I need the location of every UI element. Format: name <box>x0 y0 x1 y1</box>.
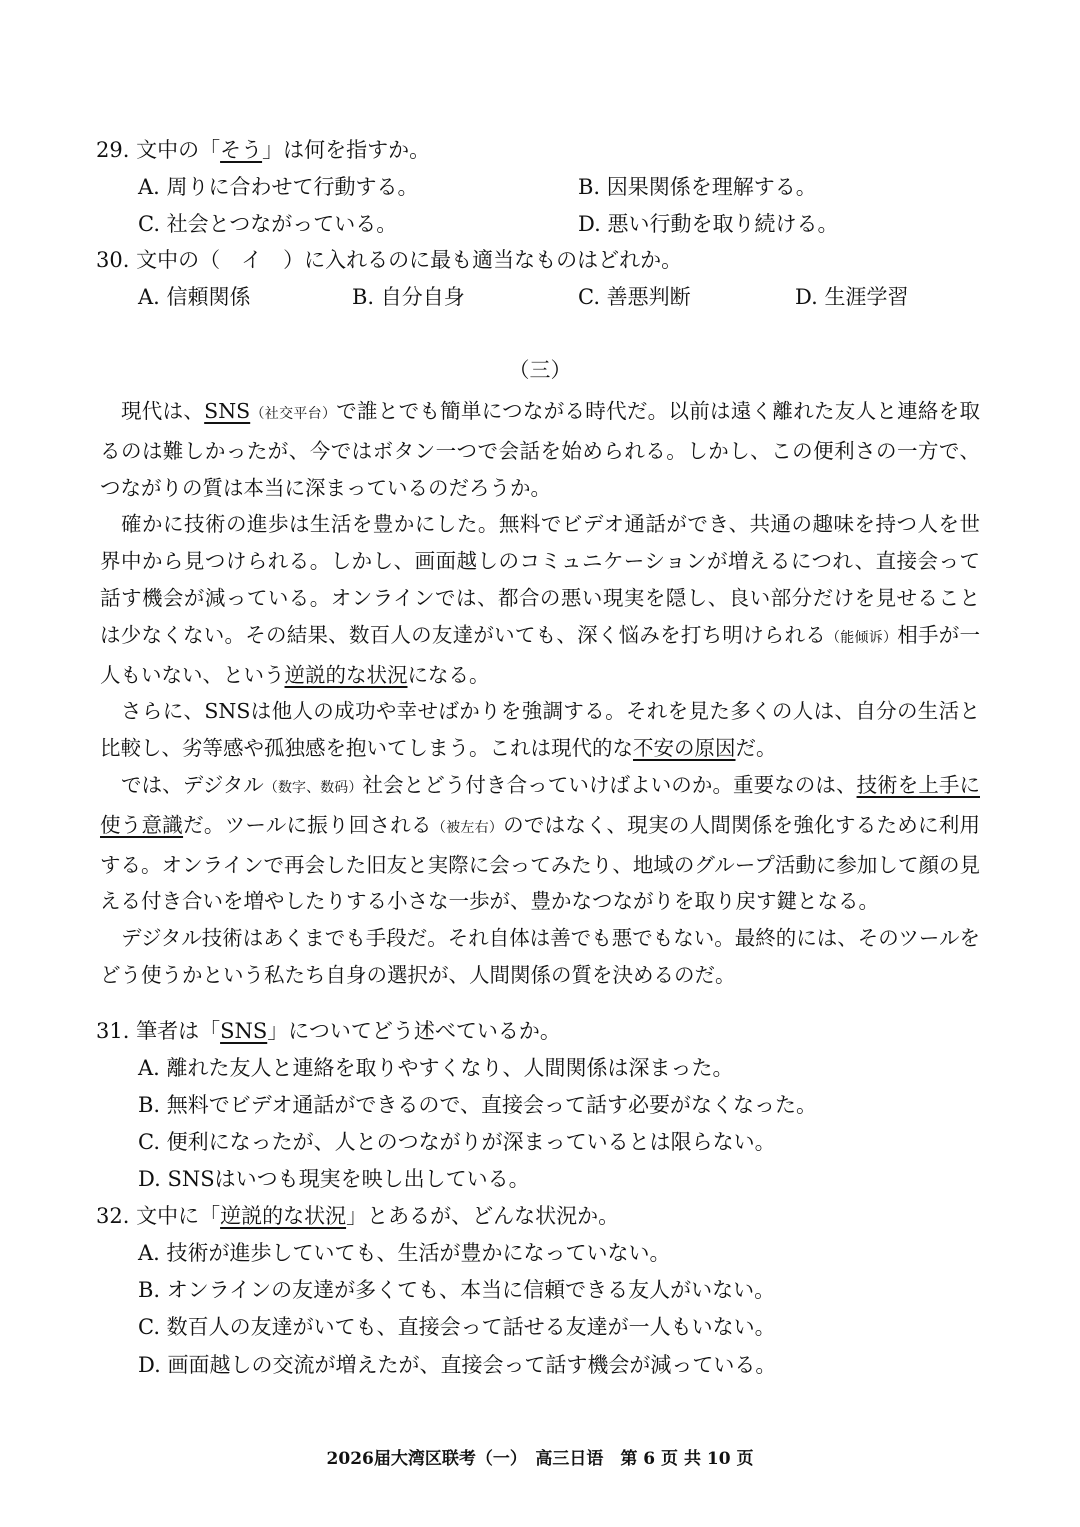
q31-suffix: 」についてどう述べているか。 <box>267 1019 561 1043</box>
p3-text-a: さらに、SNSは他人の成功や幸せばかりを強調する。それを見た多くの人は、自分の生活と比較し、劣等感や孤独感を抱いてしまう。これは現代的な <box>100 699 980 761</box>
p4-text-b: 社会とどう付き合っていけばよいのか。重要なのは、 <box>362 772 857 797</box>
q29-option-c[interactable]: C. 社会とつながっている。 <box>138 212 398 236</box>
p1-gloss: （社交平台） <box>250 406 337 422</box>
q29-option-b[interactable]: B. 因果関係を理解する。 <box>578 175 817 199</box>
q32-option-d[interactable]: D. 画面越しの交流が増えたが、直接会って話す機会が減っている。 <box>138 1353 777 1377</box>
passage-paragraph-3 <box>100 693 980 767</box>
p2-gloss: （能倾诉） <box>826 629 898 646</box>
p3-underlined-anxiety: 不安の原因 <box>633 736 736 761</box>
q32-option-a[interactable]: A. 技術が進歩していても、生活が豊かになっていない。 <box>138 1241 671 1265</box>
p4-text-d: のではなく、現実の人間関係を強化するために利用する。オンラインで再会した旧友と実際に会ってみたり、地域のグループ活動に参加して顔の見える付き合いを増やしたりする小さな一歩が、豊かなつながりを取り戻す鍵となる。 <box>100 812 981 914</box>
p2-text-b: 相手が一人もいない、という <box>100 622 981 687</box>
p3-text-b: だ。 <box>735 736 777 761</box>
p4-gloss-2: （被左右） <box>431 819 504 836</box>
p1-text-a: 現代は、 <box>121 399 205 423</box>
q31-term: SNS <box>220 1019 268 1043</box>
passage-paragraph-2 <box>100 506 980 693</box>
p1-text-b: で誰とでも簡単につながる時代だ。以前は遠く離れた友人と連絡を取るのは難しかったが、今ではボタン一つで会話を始められる。しかし、この便利さの一方で、つながりの質は本当に深まっているのだろうか。 <box>100 399 981 500</box>
question-29-stem <box>96 136 430 164</box>
q32-option-c[interactable]: C. 数百人の友達がいても、直接会って話せる友達が一人もいない。 <box>138 1315 776 1339</box>
p2-text-a: 確かに技術の進歩は生活を豊かにした。無料でビデオ通話ができ、共通の趣味を持つ人を世界中から見つけられる。しかし、画面越しのコミュニケーションが増えるにつれ、直接会って話す機会が減っている。オンラインでは、都合の悪い現実を隠し、良い部分だけを見せることは少なくない。その結果、数百人の友達がいても、深く悩みを打ち明けられる <box>100 512 980 647</box>
q32-prefix: 32. 文中に「 <box>96 1204 221 1228</box>
q32-option-b[interactable]: B. オンラインの友達が多くても、本当に信頼できる友人がいない。 <box>138 1278 776 1302</box>
q30-option-c[interactable]: C. 善悪判断 <box>578 285 691 309</box>
q29-prefix: 29. 文中の「 <box>96 138 221 162</box>
q32-suffix: 」とあるが、どんな状況か。 <box>346 1204 620 1228</box>
q31-option-c[interactable]: C. 便利になったが、人とのつながりが深まっているとは限らない。 <box>138 1130 776 1154</box>
q30-option-b[interactable]: B. 自分自身 <box>352 285 465 309</box>
question-31-stem <box>96 1017 561 1045</box>
passage-paragraph-5: デジタル技術はあくまでも手段だ。それ自体は善でも悪でもない。最終的には、そのツールをどう使うかという私たち自身の選択が、人間関係の質を決めるのだ。 <box>100 926 980 987</box>
q31-prefix: 31. 筆者は「 <box>96 1019 221 1043</box>
p4-text-a: では、デジタル <box>121 772 264 797</box>
p4-gloss-1: （数字、数码） <box>263 779 363 796</box>
p1-sns-term: SNS <box>204 399 251 423</box>
reading-passage <box>100 393 980 994</box>
p4-underlined-awareness: 技術を上手に使う意識 <box>100 772 980 837</box>
q31-option-d[interactable]: D. SNSはいつも現実を映し出している。 <box>138 1167 530 1191</box>
section-heading: （三） <box>508 358 572 382</box>
p4-text-c: だ。ツールに振り回される <box>183 812 432 837</box>
p2-text-c: になる。 <box>407 662 490 687</box>
q31-option-b[interactable]: B. 無料でビデオ通話ができるので、直接会って話す必要がなくなった。 <box>138 1093 817 1117</box>
page-footer: 2026届大湾区联考（一） 高三日语 第 6 页 共 10 页 <box>326 1449 754 1469</box>
question-32-stem <box>96 1202 619 1230</box>
p2-underlined-paradox: 逆説的な状況 <box>284 662 408 687</box>
q30-option-a[interactable]: A. 信頼関係 <box>138 285 251 309</box>
q29-term: そう <box>220 138 263 162</box>
q30-option-d[interactable]: D. 生涯学習 <box>795 285 909 309</box>
q31-option-a[interactable]: A. 離れた友人と連絡を取りやすくなり、人間関係は深まった。 <box>138 1056 734 1080</box>
passage-paragraph-4 <box>100 767 980 920</box>
passage-paragraph-1 <box>100 393 980 506</box>
q29-option-a[interactable]: A. 周りに合わせて行動する。 <box>138 175 419 199</box>
q32-term: 逆説的な状況 <box>220 1204 347 1228</box>
q29-option-d[interactable]: D. 悪い行動を取り続ける。 <box>578 212 839 236</box>
question-30-stem: 30. 文中の（ イ ）に入れるのに最も適当なものはどれか。 <box>96 248 683 272</box>
q29-suffix: 」は何を指すか。 <box>262 138 431 162</box>
